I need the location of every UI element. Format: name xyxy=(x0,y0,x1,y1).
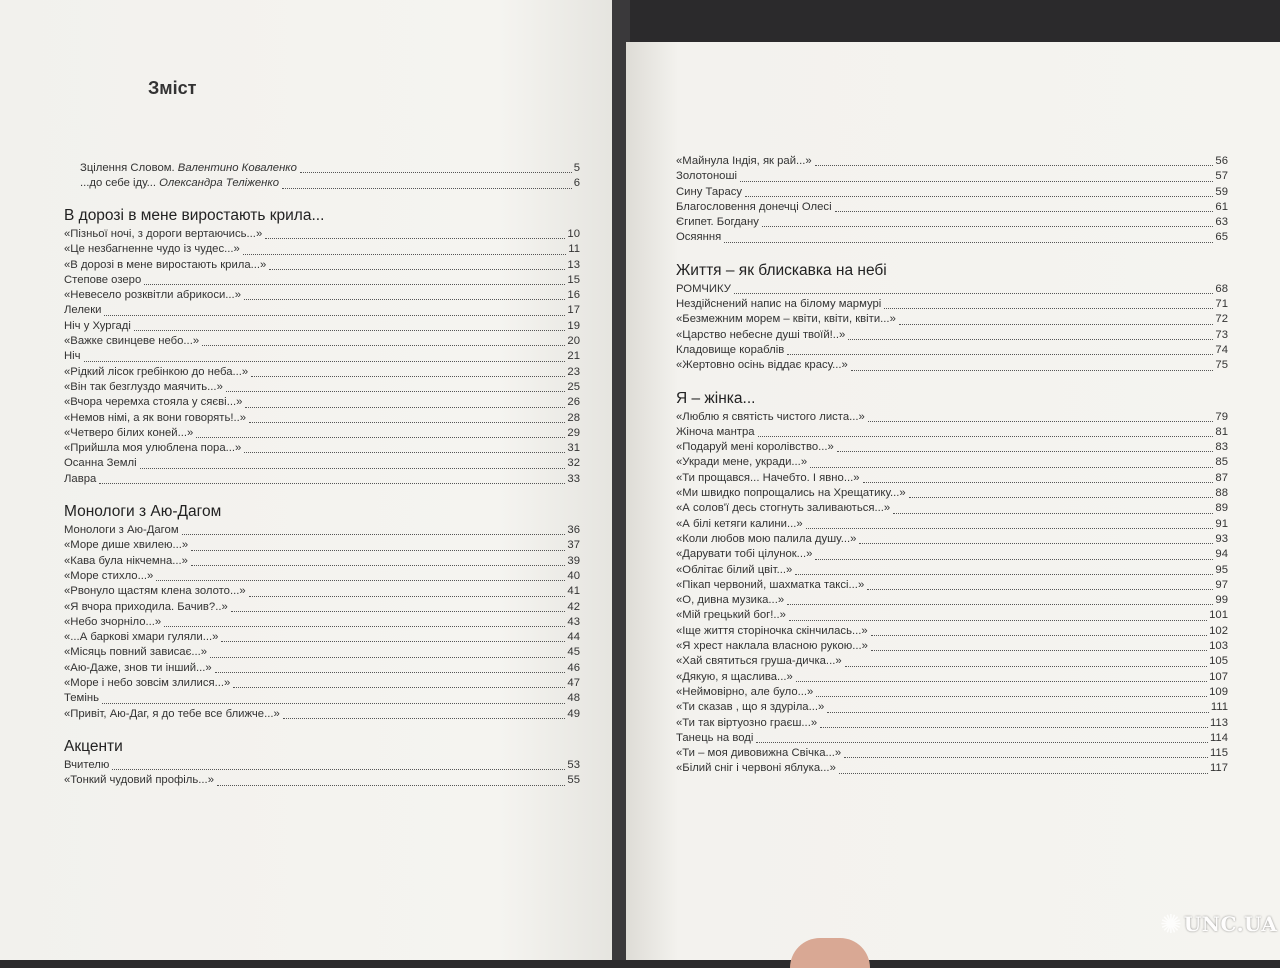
toc-entry xyxy=(676,230,1228,245)
entry-author: Олександра Теліженко xyxy=(159,177,279,190)
page-number: 95 xyxy=(1215,563,1228,576)
entry-title: «Ти прощався... Начебто. І явно...» xyxy=(676,471,860,484)
toc-entry xyxy=(64,630,580,645)
page-number: 37 xyxy=(567,539,580,552)
dot-leader xyxy=(756,742,1208,743)
toc-entry xyxy=(676,517,1228,532)
entry-title: Жіноча мантра xyxy=(676,425,755,438)
dot-leader xyxy=(845,666,1208,667)
page-number: 36 xyxy=(567,524,580,537)
dot-leader xyxy=(796,681,1207,682)
toc-entry xyxy=(64,349,580,364)
page-number: 94 xyxy=(1215,548,1228,561)
entry-title: Ніч xyxy=(64,350,81,363)
page-number: 71 xyxy=(1215,298,1228,311)
page-number: 111 xyxy=(1210,701,1228,714)
dot-leader xyxy=(215,672,566,673)
dot-leader xyxy=(164,626,565,627)
page-number: 91 xyxy=(1215,517,1228,530)
left-toc xyxy=(64,205,580,789)
page-number: 81 xyxy=(1215,425,1228,438)
dot-leader xyxy=(758,436,1214,437)
dot-leader xyxy=(221,641,565,642)
page-number: 45 xyxy=(567,646,580,659)
dot-leader xyxy=(839,773,1208,774)
entry-title: «Важке свинцеве небо...» xyxy=(64,335,200,348)
dot-leader xyxy=(104,315,565,316)
dot-leader xyxy=(837,451,1214,452)
dot-leader xyxy=(140,468,566,469)
page-number: 75 xyxy=(1215,359,1228,372)
entry-title: «Четверо білих коней...» xyxy=(64,426,194,439)
dot-leader xyxy=(795,574,1213,575)
entry-title: «Коли любов мою палила душу...» xyxy=(676,532,857,545)
dot-leader xyxy=(745,196,1213,197)
toc-entry xyxy=(676,358,1228,373)
page-number: 107 xyxy=(1209,670,1228,683)
toc-entry xyxy=(64,242,580,257)
toc-entry xyxy=(64,584,580,599)
entry-title: «Ти – моя дивовижна Свічка...» xyxy=(676,747,842,760)
page-number: 103 xyxy=(1209,640,1228,653)
dot-leader xyxy=(196,437,565,438)
dot-leader xyxy=(282,188,572,189)
page-number: 68 xyxy=(1215,282,1228,295)
toc-entry xyxy=(80,161,580,176)
entry-title: Ніч у Хургаді xyxy=(64,319,131,332)
page-number: 42 xyxy=(567,600,580,613)
dot-leader xyxy=(815,165,1214,166)
page-number: 19 xyxy=(567,319,580,332)
entry-title: Вчителю xyxy=(64,758,110,771)
entry-title: «Рвонуло щастям клена золото...» xyxy=(64,585,246,598)
dot-leader xyxy=(244,452,565,453)
entry-title: Степове озеро xyxy=(64,273,142,286)
toc-entry xyxy=(64,456,580,471)
entry-title: «Він так безглуздо маячить...» xyxy=(64,380,223,393)
page-number: 89 xyxy=(1215,502,1228,515)
page-number: 31 xyxy=(567,442,580,455)
toc-entry xyxy=(64,538,580,553)
toc-entry xyxy=(676,716,1228,731)
entry-title: «...А баркові хмари гуляли...» xyxy=(64,631,219,644)
entry-title: Лелеки xyxy=(64,304,102,317)
toc-entry xyxy=(64,569,580,584)
toc-entry xyxy=(64,676,580,691)
toc-entry xyxy=(64,523,580,538)
section-heading: Життя – як блискавка на небі xyxy=(676,261,887,279)
page-number: 55 xyxy=(567,774,580,787)
dot-leader xyxy=(156,580,565,581)
dot-leader xyxy=(249,422,565,423)
page-number: 16 xyxy=(567,289,580,302)
entry-title: «Це незбагненне чудо із чудес...» xyxy=(64,243,240,256)
page-number: 93 xyxy=(1215,532,1228,545)
toc-entry xyxy=(676,731,1228,746)
dot-leader xyxy=(848,339,1213,340)
dot-leader xyxy=(251,376,565,377)
dot-leader xyxy=(810,467,1213,468)
page-number: 48 xyxy=(567,692,580,705)
watermark-text: UNC.UA xyxy=(1183,912,1278,936)
entry-title: Нездійснений напис на білому мармурі xyxy=(676,298,882,311)
dot-leader xyxy=(787,604,1213,605)
left-page xyxy=(0,0,624,960)
entry-title: Благословення донечці Олесі xyxy=(676,200,832,213)
entry-title: «Ти так віртуозно граєш...» xyxy=(676,716,818,729)
entry-title: Осяяння xyxy=(676,231,722,244)
entry-title: «Царство небесне душі твоїй!..» xyxy=(676,328,846,341)
page-number: 26 xyxy=(567,396,580,409)
toc-entry xyxy=(64,227,580,242)
dot-leader xyxy=(762,226,1214,227)
dot-leader xyxy=(99,483,565,484)
dot-leader xyxy=(191,565,565,566)
dot-leader xyxy=(789,620,1207,621)
entry-title: «Жертовно осінь віддає красу...» xyxy=(676,359,848,372)
page-number: 102 xyxy=(1209,624,1228,637)
toc-entry xyxy=(676,169,1228,184)
page-number: 6 xyxy=(573,177,580,190)
dot-leader xyxy=(231,611,566,612)
page-number: 113 xyxy=(1209,716,1228,729)
entry-title: «Немов німі, а як вони говорять!..» xyxy=(64,411,247,424)
page-number: 83 xyxy=(1215,441,1228,454)
page-number: 41 xyxy=(567,585,580,598)
dot-leader xyxy=(202,345,565,346)
entry-title: «Море стихло...» xyxy=(64,569,154,582)
entry-title: «Укради мене, укради...» xyxy=(676,456,808,469)
dot-leader xyxy=(835,211,1214,212)
dot-leader xyxy=(724,242,1213,243)
dot-leader xyxy=(249,596,566,597)
entry-title: «Хай святиться груша-дичка...» xyxy=(676,655,842,668)
dot-leader xyxy=(244,299,565,300)
page-number: 74 xyxy=(1215,343,1228,356)
page-number: 87 xyxy=(1215,471,1228,484)
page-number: 20 xyxy=(567,335,580,348)
entry-title: «Прийшла моя улюблена пора...» xyxy=(64,442,242,455)
entry-title: «Привіт, Аю-Даг, я до тебе все ближче...» xyxy=(64,707,280,720)
dot-leader xyxy=(182,534,566,535)
page-number: 105 xyxy=(1209,655,1228,668)
toc-entry xyxy=(676,343,1228,358)
entry-title: «Неймовірно, але було...» xyxy=(676,685,814,698)
page-number: 17 xyxy=(567,304,580,317)
page-number: 61 xyxy=(1215,200,1228,213)
entry-title: «Люблю я святість чистого листа...» xyxy=(676,410,865,423)
toc-entry xyxy=(676,154,1228,169)
entry-title: «Рідкий лісок гребінкою до неба...» xyxy=(64,365,249,378)
dot-leader xyxy=(243,254,566,255)
page-number: 117 xyxy=(1209,762,1228,775)
page-number: 65 xyxy=(1215,231,1228,244)
toc-entry xyxy=(676,639,1228,654)
entry-title: «В дорозі в мене виростають крила...» xyxy=(64,258,267,271)
toc-entry xyxy=(64,273,580,288)
dot-leader xyxy=(233,687,565,688)
entry-title: «Пікап червоний, шахматка таксі...» xyxy=(676,578,865,591)
page-number: 115 xyxy=(1209,747,1228,760)
toc-entry xyxy=(676,486,1228,501)
dot-leader xyxy=(844,757,1208,758)
toc-entry xyxy=(676,312,1228,327)
toc-entry xyxy=(676,608,1228,623)
entry-title: «Пізньої ночі, з дороги вертаючись...» xyxy=(64,228,263,240)
page-number: 79 xyxy=(1215,410,1228,423)
entry-title: «Білий сніг і червоні яблука...» xyxy=(676,762,836,775)
dot-leader xyxy=(863,482,1214,483)
page-number: 21 xyxy=(567,350,580,363)
entry-title: «Дякую, я щаслива...» xyxy=(676,670,793,683)
dot-leader xyxy=(144,284,565,285)
toc-entry xyxy=(64,707,580,722)
page-number: 73 xyxy=(1215,328,1228,341)
dot-leader xyxy=(191,550,565,551)
toc-entry xyxy=(64,645,580,660)
page-number: 11 xyxy=(568,243,580,256)
dot-leader xyxy=(815,559,1213,560)
entry-title: «А солов'ї десь стогнуть заливаються...» xyxy=(676,502,891,515)
page-number: 43 xyxy=(567,615,580,628)
dot-leader xyxy=(806,528,1214,529)
page-number: 44 xyxy=(567,631,580,644)
entry-title: «Море дише хвилею...» xyxy=(64,539,189,552)
intro-block xyxy=(80,161,580,192)
toc-entry xyxy=(80,176,580,191)
entry-title: Танець на воді xyxy=(676,731,754,744)
entry-title: Осанна Землі xyxy=(64,457,137,470)
toc-entry xyxy=(64,600,580,615)
section-heading: В дорозі в мене виростають крила... xyxy=(64,207,325,224)
page-number: 59 xyxy=(1215,185,1228,198)
page-number: 15 xyxy=(567,273,580,286)
dot-leader xyxy=(283,718,566,719)
entry-title: «А білі кетяги калини...» xyxy=(676,517,803,530)
entry-title: Золотоноші xyxy=(676,170,738,183)
page-number: 47 xyxy=(567,677,580,690)
entry-title: «Мій грецький бог!..» xyxy=(676,609,786,622)
page-number: 57 xyxy=(1215,170,1228,183)
right-toc xyxy=(676,154,1228,777)
entry-title: Темінь xyxy=(64,692,99,705)
toc-entry xyxy=(676,471,1228,486)
page-number: 29 xyxy=(567,426,580,439)
toc-entry xyxy=(676,578,1228,593)
page-number: 40 xyxy=(567,569,580,582)
toc-entry xyxy=(64,334,580,349)
entry-title: «Море і небо зовсім злилися...» xyxy=(64,677,231,690)
entry-title: Єгипет. Богдану xyxy=(676,216,759,229)
dot-leader xyxy=(740,181,1213,182)
entry-title: Зцілення Словом. Валентино Коваленко xyxy=(80,162,297,174)
toc-entry xyxy=(676,547,1228,562)
dot-leader xyxy=(226,391,566,392)
page-number: 99 xyxy=(1215,594,1228,607)
entry-author: Валентино Коваленко xyxy=(177,162,297,174)
watermark xyxy=(1160,902,1278,946)
entry-title: «Місяць повний зависає...» xyxy=(64,646,208,659)
dot-leader xyxy=(909,497,1214,498)
page-number: 114 xyxy=(1209,731,1228,744)
dot-leader xyxy=(820,727,1208,728)
toc-entry xyxy=(64,380,580,395)
toc-entry xyxy=(676,425,1228,440)
entry-title: «Тонкий чудовий профіль...» xyxy=(64,774,214,787)
toc-entry xyxy=(64,303,580,318)
toc-entry xyxy=(64,554,580,569)
page-number: 72 xyxy=(1215,313,1228,326)
entry-title: «О, дивна музика...» xyxy=(676,594,785,607)
dot-leader xyxy=(816,696,1207,697)
toc-entry xyxy=(64,288,580,303)
dot-leader xyxy=(871,650,1207,651)
page-number: 25 xyxy=(567,380,580,393)
toc-entry xyxy=(676,282,1228,297)
page-number: 28 xyxy=(567,411,580,424)
toc-entry xyxy=(676,532,1228,547)
entry-title: «Облітає білий цвіт...» xyxy=(676,563,793,576)
page-number: 63 xyxy=(1215,216,1228,229)
toc-title: Зміст xyxy=(148,78,197,98)
toc-entry xyxy=(676,746,1228,761)
entry-title: Монологи з Аю-Дагом xyxy=(64,524,179,537)
entry-title: «Я хрест наклала власною рукою...» xyxy=(676,640,868,653)
page-number: 33 xyxy=(567,472,580,485)
toc-entry xyxy=(676,328,1228,343)
entry-title: «Безмежним морем – квіти, квіти, квіти...» xyxy=(676,313,896,326)
entry-title: РОМЧИКУ xyxy=(676,282,731,295)
entry-title: «Аю-Даже, знов ти інший...» xyxy=(64,661,212,674)
dot-leader xyxy=(245,407,565,408)
toc-entry xyxy=(64,319,580,334)
toc-entry xyxy=(64,426,580,441)
right-page xyxy=(626,42,1280,960)
page-number: 32 xyxy=(567,457,580,470)
toc-entry xyxy=(64,258,580,273)
section-heading: Я – жінка... xyxy=(676,389,756,407)
section-heading: Монологи з Аю-Дагом xyxy=(64,503,222,521)
entry-title: Сину Тарасу xyxy=(676,185,743,198)
entry-title: ...до себе іду... Олександра Теліженко xyxy=(80,177,279,190)
entry-title: «Вчора черемха стояла у сяєві...» xyxy=(64,396,243,409)
page-number: 101 xyxy=(1209,609,1228,622)
dot-leader xyxy=(210,657,565,658)
toc-entry xyxy=(676,200,1228,215)
entry-title: «Іще життя сторіночка скінчилась...» xyxy=(676,624,868,637)
toc-entry xyxy=(676,455,1228,470)
dot-leader xyxy=(827,712,1209,713)
toc-entry xyxy=(676,685,1228,700)
entry-title: «Майнула Індія, як рай...» xyxy=(676,155,812,167)
toc-entry xyxy=(64,691,580,706)
entry-title: «Невесело розквітли абрикоси...» xyxy=(64,289,241,302)
dot-leader xyxy=(867,589,1213,590)
toc-entry xyxy=(676,215,1228,230)
entry-title: «Ми швидко попрощались на Хрещатику...» xyxy=(676,487,906,500)
entry-title: «Подаруй мені королівство...» xyxy=(676,441,834,454)
dot-leader xyxy=(893,513,1213,514)
dot-leader xyxy=(300,172,572,173)
page-number: 23 xyxy=(567,365,580,378)
toc-entry xyxy=(676,410,1228,425)
entry-title: «Дарувати тобі цілунок...» xyxy=(676,548,813,561)
toc-entry xyxy=(64,661,580,676)
toc-entry xyxy=(676,185,1228,200)
entry-title: «Ти сказав , що я здуріла...» xyxy=(676,701,825,714)
dot-leader xyxy=(871,635,1207,636)
dot-leader xyxy=(734,293,1214,294)
toc-entry xyxy=(676,563,1228,578)
entry-title: «Небо зчорніло...» xyxy=(64,615,162,628)
toc-entry xyxy=(64,365,580,380)
toc-entry xyxy=(676,670,1228,685)
page-number: 109 xyxy=(1209,685,1228,698)
dot-leader xyxy=(868,421,1214,422)
entry-title: Кладовище кораблів xyxy=(676,343,785,356)
toc-entry xyxy=(676,700,1228,715)
dot-leader xyxy=(265,238,565,239)
dot-leader xyxy=(84,361,566,362)
dot-leader xyxy=(112,769,565,770)
star-logo-icon: ✺ xyxy=(1160,908,1182,939)
dot-leader xyxy=(851,370,1214,371)
page-number: 88 xyxy=(1215,487,1228,500)
toc-entry xyxy=(64,773,580,788)
page-number: 39 xyxy=(567,554,580,567)
page-number: 13 xyxy=(567,258,580,271)
page-number: 85 xyxy=(1215,456,1228,469)
toc-entry xyxy=(64,395,580,410)
toc-entry xyxy=(676,297,1228,312)
toc-entry xyxy=(64,441,580,456)
toc-entry xyxy=(676,593,1228,608)
entry-title: Лавра xyxy=(64,472,97,485)
dot-leader xyxy=(134,330,566,331)
toc-entry xyxy=(676,501,1228,516)
entry-title: «Кава була нікчемна...» xyxy=(64,554,188,567)
dot-leader xyxy=(269,269,565,270)
toc-entry xyxy=(64,411,580,426)
dot-leader xyxy=(884,308,1213,309)
dot-leader xyxy=(899,324,1214,325)
page-number: 49 xyxy=(567,707,580,720)
toc-entry xyxy=(64,472,580,487)
section-heading: Акценти xyxy=(64,737,123,755)
page-number: 5 xyxy=(573,162,580,174)
toc-entry xyxy=(676,624,1228,639)
dot-leader xyxy=(102,703,565,704)
entry-title: «Я вчора приходила. Бачив?..» xyxy=(64,600,228,613)
dot-leader xyxy=(217,785,565,786)
page-number: 53 xyxy=(567,758,580,771)
page-number: 56 xyxy=(1215,155,1228,167)
dot-leader xyxy=(787,354,1213,355)
page-number: 97 xyxy=(1215,578,1228,591)
page-number: 10 xyxy=(567,228,580,240)
dot-leader xyxy=(859,543,1213,544)
page-number: 46 xyxy=(567,661,580,674)
toc-entry xyxy=(676,654,1228,669)
toc-entry xyxy=(676,440,1228,455)
toc-entry xyxy=(64,758,580,773)
toc-entry xyxy=(676,761,1228,776)
toc-entry xyxy=(64,615,580,630)
